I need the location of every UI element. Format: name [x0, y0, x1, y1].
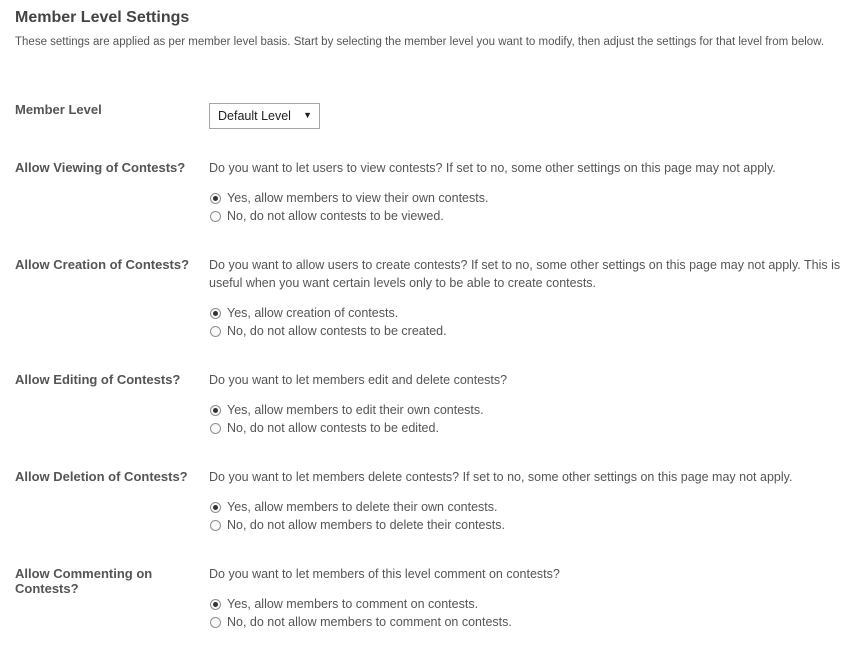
dropdown-arrow-icon: ▼: [303, 110, 312, 120]
radio-option-deletion-yes[interactable]: [210, 498, 498, 516]
radio-option-label: Yes, allow creation of contests.: [227, 306, 399, 320]
radio-option-label: No, do not allow contests to be viewed.: [227, 209, 444, 223]
radio-option-label: Yes, allow members to view their own contests.: [227, 191, 489, 205]
radio-unselected-icon[interactable]: [210, 423, 221, 434]
radio-unselected-icon[interactable]: [210, 326, 221, 337]
setting-label-editing: Allow Editing of Contests?: [15, 372, 181, 387]
radio-selected-icon[interactable]: [210, 405, 221, 416]
radio-selected-icon[interactable]: [210, 502, 221, 513]
radio-option-editing-yes[interactable]: [210, 401, 484, 419]
setting-question-creation: Do you want to allow users to create contests? If set to no, some other settings on this page may not apply. This is useful when you want certain levels only to be able to create contests.: [209, 258, 841, 290]
member-level-label: Member Level: [15, 102, 102, 117]
page-title: Member Level Settings: [15, 9, 190, 26]
radio-unselected-icon[interactable]: [210, 617, 221, 628]
radio-option-commenting-yes[interactable]: [210, 595, 478, 613]
radio-option-label: No, do not allow members to comment on contests.: [227, 615, 512, 629]
radio-option-creation-yes[interactable]: [210, 304, 398, 322]
radio-option-deletion-no[interactable]: [210, 516, 505, 534]
radio-option-label: Yes, allow members to edit their own contests.: [227, 403, 484, 417]
radio-option-creation-no[interactable]: [210, 322, 447, 340]
radio-option-label: No, do not allow contests to be edited.: [227, 421, 439, 435]
radio-option-commenting-no[interactable]: [210, 613, 512, 631]
member-level-selected-value: Default Level: [218, 109, 291, 123]
setting-label-commenting: Allow Commenting on Contests?: [15, 566, 153, 596]
setting-question-deletion: Do you want to let members delete contests? If set to no, some other settings on this page may not apply.: [209, 470, 793, 484]
page-description: These settings are applied as per member level basis. Start by selecting the member level you want to modify, then adjust the settings for that level from below.: [15, 36, 825, 48]
setting-label-creation: Allow Creation of Contests?: [15, 257, 190, 272]
radio-option-viewing-no[interactable]: [210, 207, 444, 225]
radio-option-label: No, do not allow contests to be created.: [227, 324, 447, 338]
radio-option-editing-no[interactable]: [210, 419, 439, 437]
radio-selected-icon[interactable]: [210, 193, 221, 204]
radio-selected-icon[interactable]: [210, 599, 221, 610]
member-level-select[interactable]: [209, 103, 320, 129]
radio-unselected-icon[interactable]: [210, 520, 221, 531]
setting-label-deletion: Allow Deletion of Contests?: [15, 469, 188, 484]
radio-option-label: Yes, allow members to comment on contests.: [227, 597, 479, 611]
setting-question-commenting: Do you want to let members of this level comment on contests?: [209, 567, 560, 581]
setting-question-viewing: Do you want to let users to view contests? If set to no, some other settings on this page may not apply.: [209, 161, 776, 175]
radio-selected-icon[interactable]: [210, 308, 221, 319]
radio-option-viewing-yes[interactable]: [210, 189, 488, 207]
setting-question-editing: Do you want to let members edit and delete contests?: [209, 373, 508, 387]
radio-option-label: Yes, allow members to delete their own contests.: [227, 500, 498, 514]
radio-option-label: No, do not allow members to delete their contests.: [227, 518, 505, 532]
radio-unselected-icon[interactable]: [210, 211, 221, 222]
setting-label-viewing: Allow Viewing of Contests?: [15, 160, 186, 175]
